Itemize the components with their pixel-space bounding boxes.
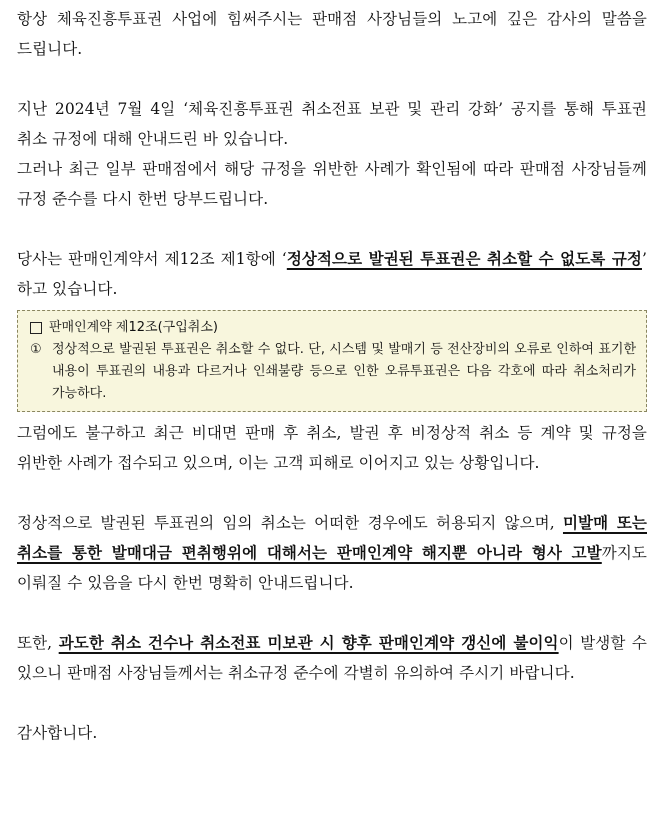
penalty-text: 정상적으로 발권된 투표권의 임의 취소는 어떠한 경우에도 허용되지 않으며, bbox=[17, 514, 563, 532]
quote-title-row bbox=[28, 317, 636, 339]
renewal-highlight: 과도한 취소 건수나 취소전표 미보관 시 향후 판매인계약 갱신에 불이익 bbox=[58, 633, 559, 652]
renewal-text: 또한, bbox=[17, 634, 59, 652]
notice-reference-paragraph: 지난 2024년 7월 4일 ‘체육진흥투표권 취소전표 보관 및 관리 강화’ 공지를 통해 투표권 취소 규정에 대해 안내드린 바 있습니다. bbox=[17, 100, 647, 148]
closing-text: 감사합니다. bbox=[17, 724, 98, 742]
contract-clause-text: 당사는 판매인계약서 제12조 제1항에 ‘ bbox=[17, 250, 287, 268]
contract-clause-paragraph bbox=[17, 244, 647, 304]
penalty-highlight: 미발매 또는 취소를 통한 발매대금 편취행위에 대해서는 판매인계약 해지뿐 아니라 형사 고발 bbox=[17, 513, 647, 562]
quote-item-number: ① bbox=[30, 342, 42, 357]
renewal-tail: 이 발생할 수 있으니 판매점 사장님들께서는 취소규정 준수에 각별히 유의하여 주시기 바랍니다. bbox=[17, 634, 647, 682]
contract-clause-tail: ’ 하고 있습니다. bbox=[17, 250, 647, 298]
violation-paragraph: 그러나 최근 일부 판매점에서 해당 규정을 위반한 사례가 확인됨에 따라 판매점 사장님들께 규정 준수를 다시 한번 당부드립니다. bbox=[17, 160, 648, 208]
square-bullet-icon bbox=[30, 322, 42, 334]
contract-quote-box bbox=[17, 310, 647, 412]
renewal-paragraph bbox=[17, 628, 647, 688]
quote-item bbox=[28, 339, 636, 405]
contract-clause-highlight: 정상적으로 발권된 투표권은 취소할 수 없도록 규정 bbox=[286, 249, 642, 268]
quote-title: 판매인계약 제12조(구입취소) bbox=[49, 320, 218, 335]
quote-item-text: 정상적으로 발권된 투표권은 취소할 수 없다. 단, 시스템 및 발매기 등 전산장비의 오류로 인하여 표기한 내용이 투표권의 내용과 다르거나 인쇄불량 등으로 인한 오류투표권은 다음 각호에 따라 취소처리가 가능하다. bbox=[52, 342, 636, 401]
violation-cases-paragraph: 그럼에도 불구하고 최근 비대면 판매 후 취소, 발권 후 비정상적 취소 등 계약 및 규정을 위반한 사례가 접수되고 있으며, 이는 고객 피해로 이어지고 있는 상황입니다. bbox=[17, 424, 647, 472]
penalty-tail: 까지도 이뤄질 수 있음을 다시 한번 명확히 안내드립니다. bbox=[17, 544, 647, 592]
notice-document bbox=[17, 4, 647, 748]
penalty-paragraph bbox=[17, 508, 647, 598]
intro-paragraph: 항상 체육진흥투표권 사업에 힘써주시는 판매점 사장님들의 노고에 깊은 감사의 말씀을 드립니다. bbox=[17, 10, 647, 58]
